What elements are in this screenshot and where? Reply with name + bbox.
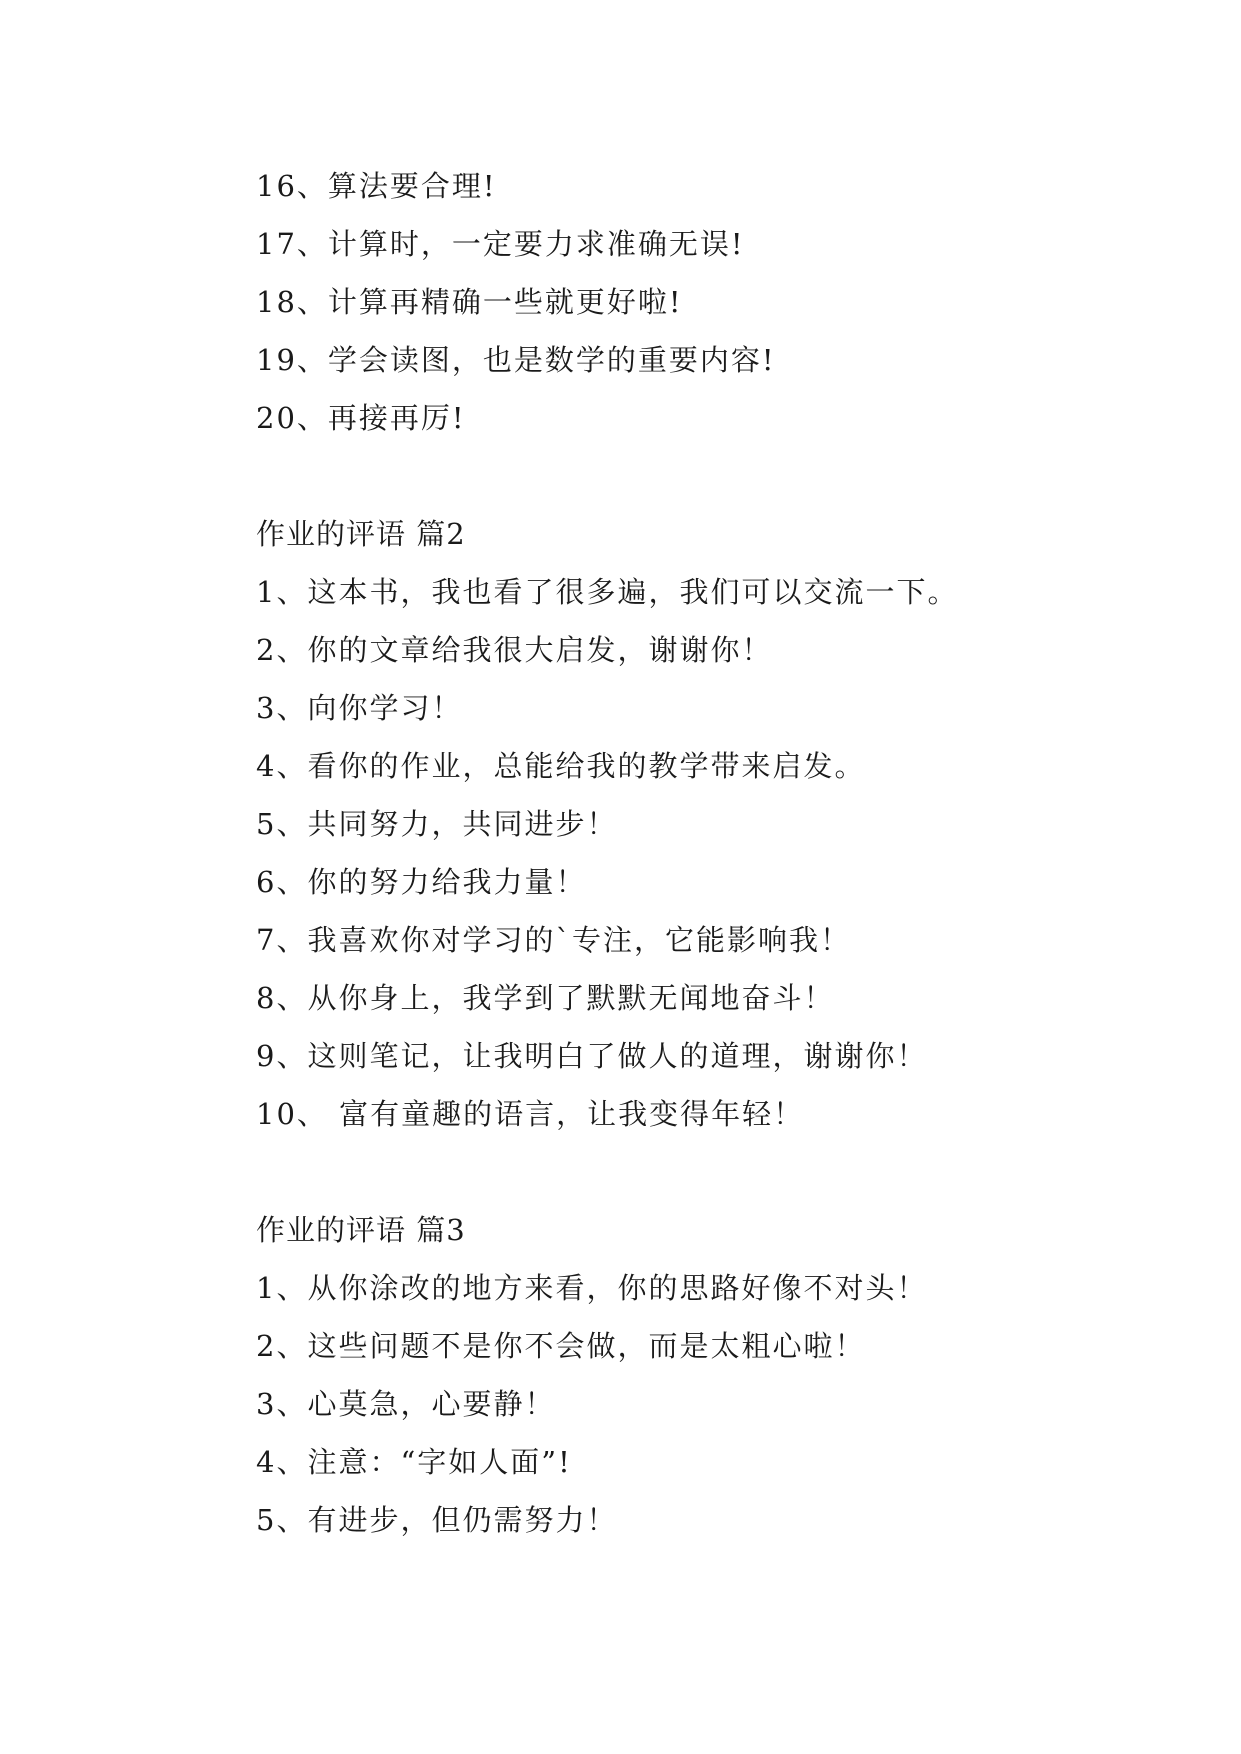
- section-title: 作业的评语 篇3: [256, 1213, 466, 1247]
- list-item: 2、你的文章给我很大启发，谢谢你！: [256, 633, 773, 667]
- section-gap: [256, 447, 1156, 505]
- section-gap: [256, 1143, 1156, 1201]
- list-item: 4、看你的作业，总能给我的教学带来启发。: [256, 749, 866, 783]
- list-item: 9、这则笔记，让我明白了做人的道理，谢谢你！: [256, 1039, 928, 1073]
- section-3: [256, 1201, 1156, 1549]
- list-item: 20、再接再厉!: [256, 401, 466, 435]
- list-item: 16、算法要合理!: [256, 169, 497, 203]
- section-2: [256, 505, 1156, 1143]
- list-item: 18、计算再精确一些就更好啦!: [256, 285, 683, 319]
- list-item: 19、学会读图，也是数学的重要内容!: [256, 343, 776, 377]
- section-1: [256, 157, 1156, 447]
- list-item: 7、我喜欢你对学习的`专注，它能影响我！: [256, 923, 851, 957]
- list-item: 6、你的努力给我力量！: [256, 865, 587, 899]
- list-item: 3、向你学习！: [256, 691, 463, 725]
- list-item: 1、从你涂改的地方来看，你的思路好像不对头！: [256, 1271, 928, 1305]
- list-item: 4、注意：“字如人面”!: [256, 1445, 572, 1479]
- list-item: 5、共同努力，共同进步！: [256, 807, 618, 841]
- list-item: 3、心莫急，心要静！: [256, 1387, 556, 1421]
- list-item: 1、这本书，我也看了很多遍，我们可以交流一下。: [256, 575, 959, 609]
- list-item: 8、从你身上，我学到了默默无闻地奋斗！: [256, 981, 835, 1015]
- list-item: 2、这些问题不是你不会做，而是太粗心啦！: [256, 1329, 866, 1363]
- list-item: 5、有进步，但仍需努力！: [256, 1503, 618, 1537]
- list-item: 10、 富有童趣的语言，让我变得年轻！: [256, 1097, 805, 1131]
- list-item: 17、计算时，一定要力求准确无误!: [256, 227, 745, 261]
- section-title: 作业的评语 篇2: [256, 517, 466, 551]
- document-content: [256, 157, 1156, 1549]
